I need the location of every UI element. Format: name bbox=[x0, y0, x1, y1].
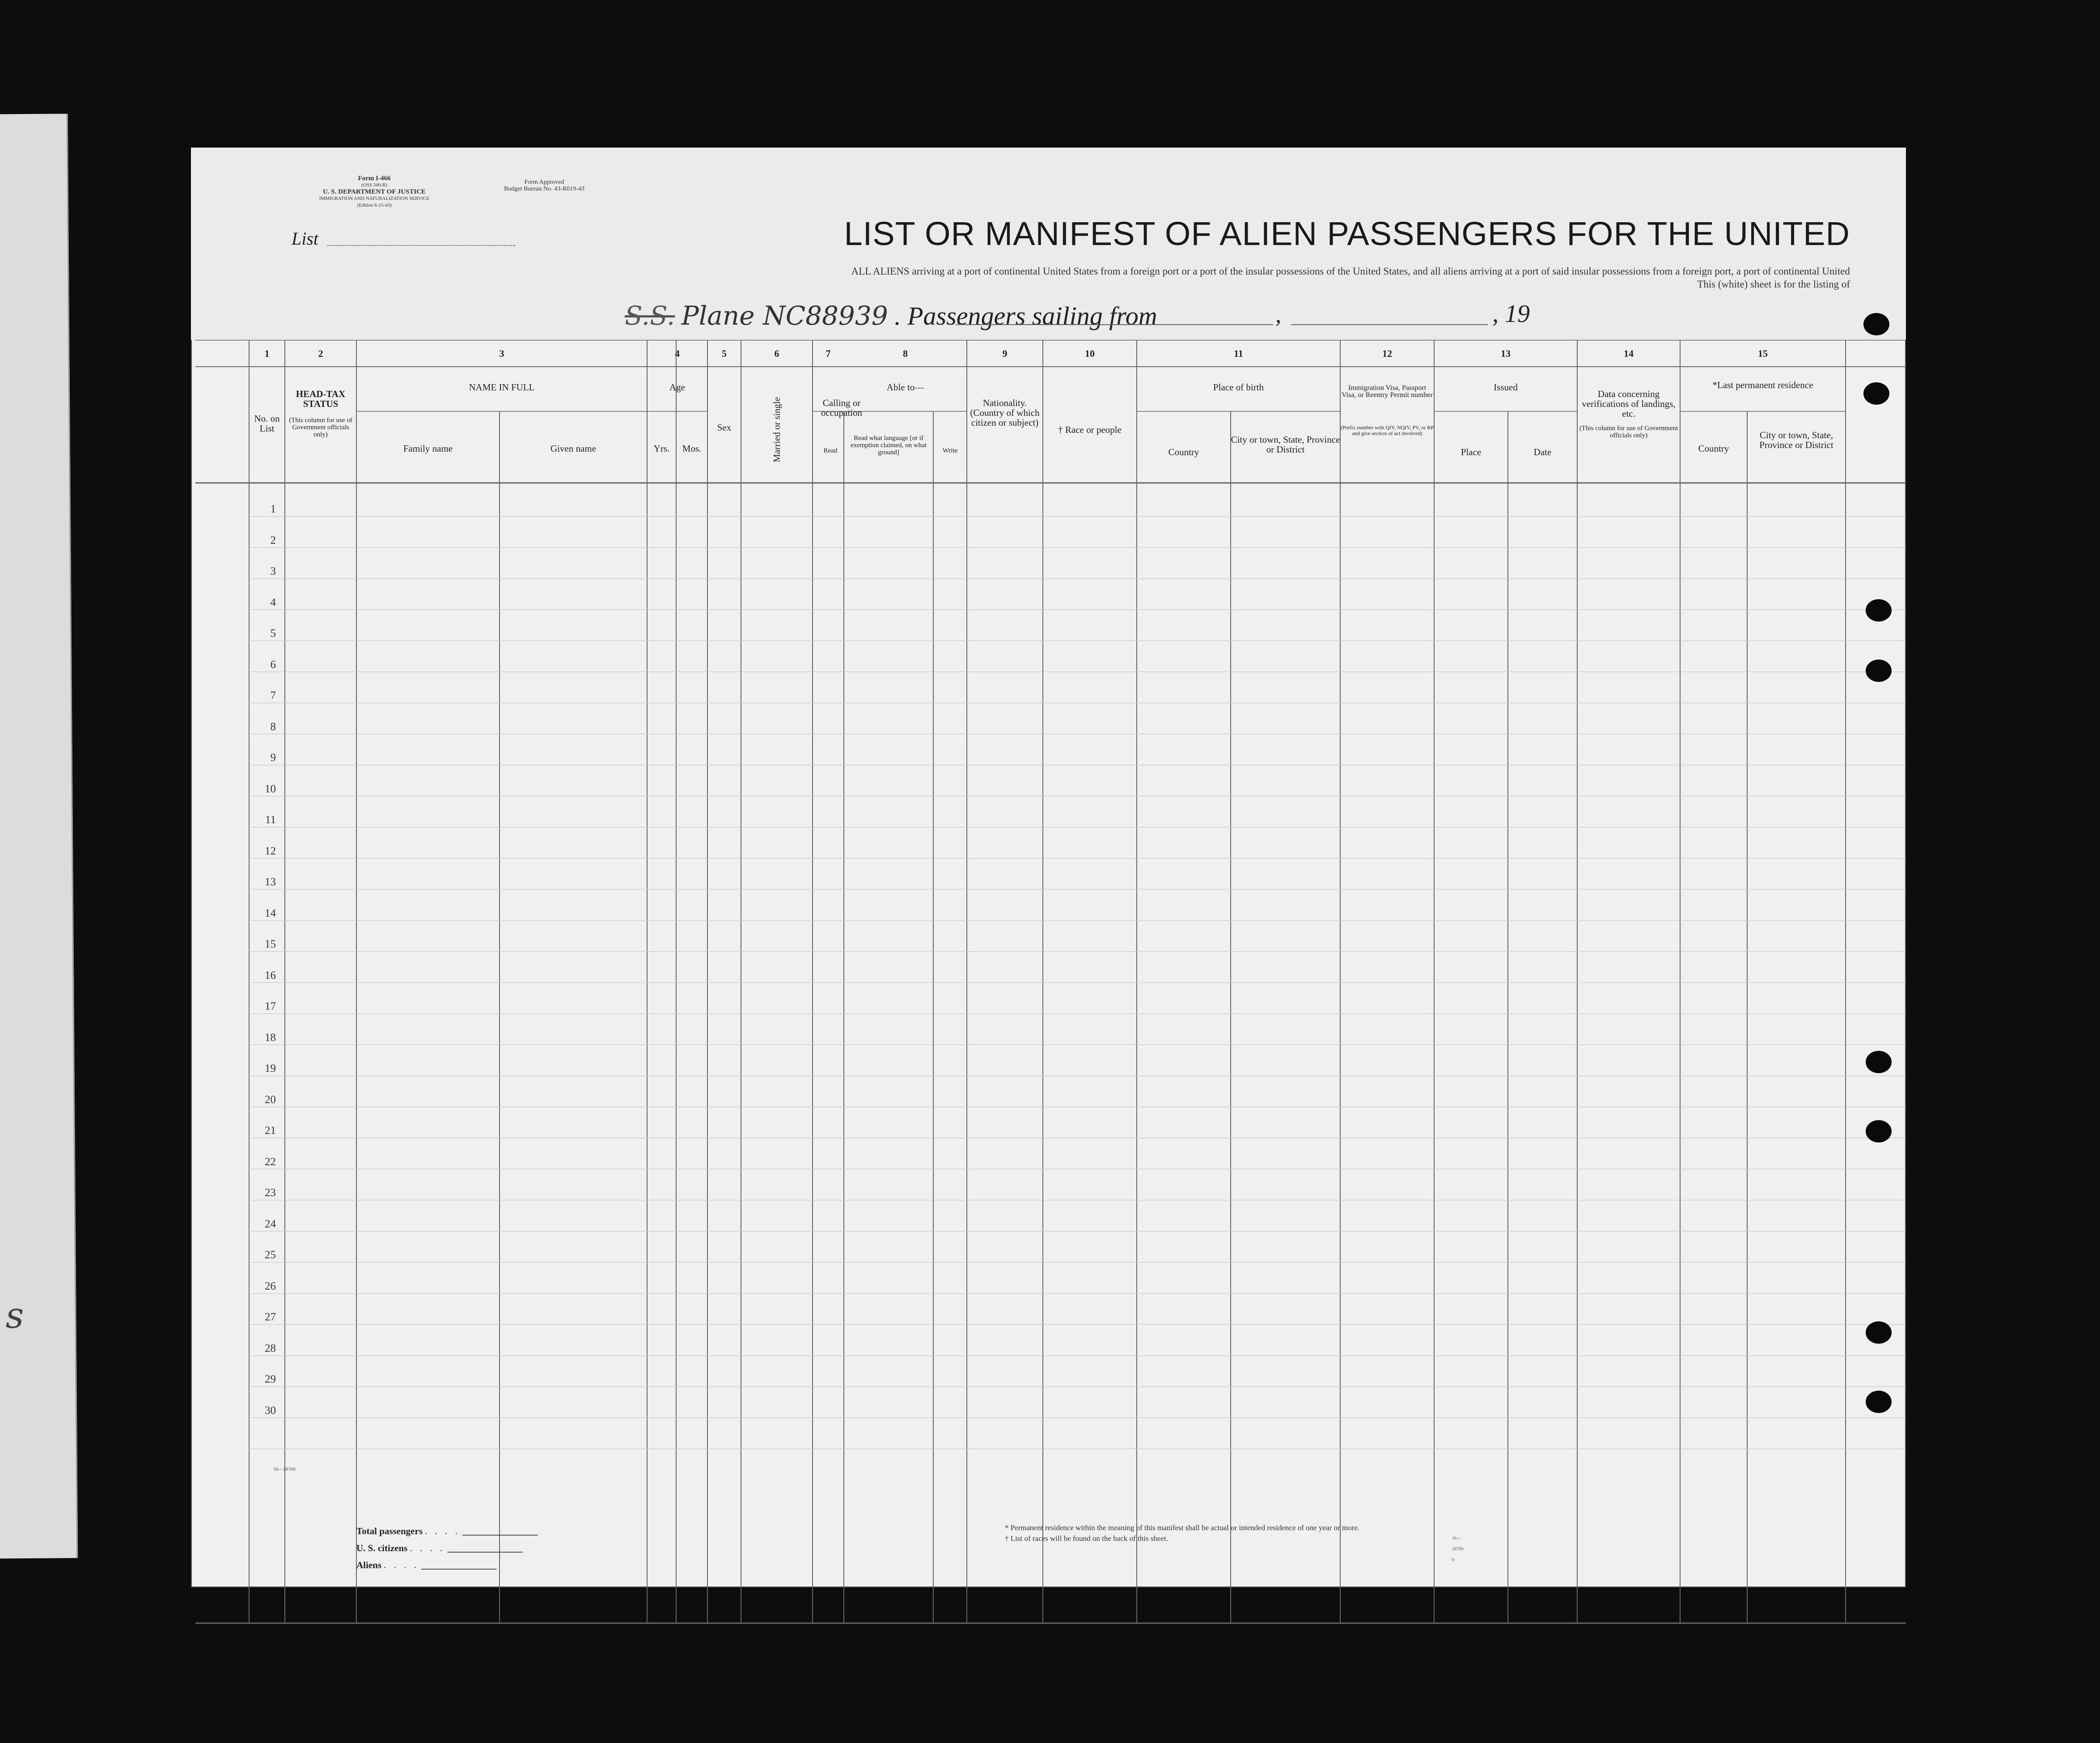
manifest-title: LIST OR MANIFEST OF ALIEN PASSENGERS FOR THE UNITED bbox=[844, 215, 1850, 252]
column-number: 5 bbox=[722, 348, 727, 359]
row-number: 13 bbox=[265, 876, 276, 888]
header-head-tax: HEAD-TAX STATUS bbox=[296, 389, 346, 409]
adjacent-sheet-edge bbox=[0, 114, 78, 1558]
header-birth-country: Country bbox=[1168, 447, 1199, 457]
header-res-country: Country bbox=[1698, 443, 1729, 454]
binder-hole bbox=[1866, 1051, 1892, 1073]
form-approved: Form Approved bbox=[524, 179, 564, 186]
sailing-date-line[interactable] bbox=[1291, 324, 1488, 325]
footnote-races: † List of races will be found on the back of this sheet. bbox=[1005, 1534, 1168, 1543]
adjacent-sheet-mark: s bbox=[5, 1295, 24, 1337]
row-number: 21 bbox=[265, 1125, 276, 1137]
row-number: 23 bbox=[265, 1187, 276, 1199]
header-family-name: Family name bbox=[403, 443, 453, 454]
header-no-on-list: No. on List bbox=[254, 413, 280, 434]
header-write: Write bbox=[942, 447, 958, 454]
header-data-note: (This column for use of Government officials only) bbox=[1579, 425, 1678, 439]
column-number: 12 bbox=[1382, 348, 1392, 359]
print-code: 16—18709 bbox=[273, 1467, 296, 1472]
binder-hole bbox=[1863, 313, 1889, 335]
column-number: 6 bbox=[774, 348, 779, 359]
manifest-header bbox=[191, 148, 1906, 340]
column-number: 10 bbox=[1085, 348, 1095, 359]
row-number: 15 bbox=[265, 938, 276, 950]
list-label: List bbox=[292, 228, 319, 249]
column-number: 15 bbox=[1758, 348, 1768, 359]
row-number: 14 bbox=[265, 907, 276, 919]
footnotes bbox=[1005, 1523, 1465, 1562]
row-number: 27 bbox=[265, 1311, 276, 1323]
header-race: † Race or people bbox=[1058, 424, 1122, 435]
header-able-to: Able to— bbox=[886, 382, 924, 393]
row-number: 8 bbox=[270, 720, 276, 733]
manifest-sheet bbox=[191, 148, 1906, 1587]
form-number: Form I-466 bbox=[358, 175, 391, 182]
row-number: 6 bbox=[270, 658, 276, 671]
header-issued-date: Date bbox=[1533, 447, 1552, 457]
sailing-from-line[interactable] bbox=[956, 324, 1273, 325]
row-number: 17 bbox=[265, 1000, 276, 1012]
header-head-tax-note: (This column for use of Government officials only) bbox=[289, 417, 352, 438]
binder-hole bbox=[1863, 382, 1889, 405]
footnote-residence: * Permanent residence within the meaning of this manifest shall be actual or intended residence of one year or more. bbox=[1005, 1523, 1360, 1532]
header-place-of-birth: Place of birth bbox=[1213, 382, 1264, 393]
header-visa: Immigration Visa, Passport Visa, or Reentry Permit number bbox=[1342, 384, 1433, 399]
header-birth-city: City or town, State, Province or District bbox=[1231, 434, 1340, 455]
total-passengers-label: Total passengers bbox=[356, 1526, 423, 1536]
header-issued: Issued bbox=[1494, 382, 1518, 393]
column-number: 11 bbox=[1234, 348, 1243, 359]
list-number-line[interactable] bbox=[327, 245, 515, 246]
form-identifier bbox=[274, 175, 475, 209]
column-number: 2 bbox=[318, 348, 323, 359]
column-number: 3 bbox=[499, 348, 504, 359]
header-issued-place: Place bbox=[1461, 447, 1482, 457]
header-married-or-single: Married or single bbox=[771, 397, 782, 462]
row-number: 18 bbox=[265, 1031, 276, 1044]
edition: (Edition 6-15-43) bbox=[357, 203, 392, 208]
dots: . . . . bbox=[384, 1560, 419, 1570]
footnote-code: 16—18709-b bbox=[1452, 1536, 1465, 1562]
subtitle-line-2: This (white) sheet is for the listing of bbox=[1697, 279, 1850, 290]
row-number: 3 bbox=[270, 565, 276, 577]
budget-approval bbox=[477, 179, 611, 192]
row-number: 16 bbox=[265, 969, 276, 981]
row-number: 28 bbox=[265, 1342, 276, 1354]
header-data-concerning: Data concerning verifications of landings, etc. bbox=[1582, 389, 1676, 419]
column-number: 7 bbox=[826, 348, 831, 359]
us-citizens-label: U. S. citizens bbox=[356, 1543, 408, 1553]
service: IMMIGRATION AND NATURALIZATION SERVICE bbox=[319, 196, 430, 201]
dots: . . . . bbox=[410, 1543, 445, 1553]
subtitle-line-1: ALL ALIENS arriving at a port of continental United States from a foreign port or a port of the insular possessions of the United States, and all aliens arriving at a port of said insular possessions from a foreign port, a port of continental United bbox=[851, 266, 1850, 277]
header-read: Read bbox=[823, 447, 838, 454]
aliens-row[interactable]: Aliens . . . . ________________ bbox=[356, 1560, 497, 1570]
header-yrs: Yrs. bbox=[653, 443, 670, 454]
row-number: 25 bbox=[265, 1249, 276, 1261]
budget-number: Budget Bureau No. 43-R019-43 bbox=[504, 186, 584, 192]
row-number: 22 bbox=[265, 1155, 276, 1168]
row-number: 5 bbox=[270, 627, 276, 639]
binder-hole bbox=[1866, 599, 1892, 622]
row-number: 4 bbox=[270, 596, 276, 609]
row-number: 20 bbox=[265, 1093, 276, 1106]
manifest-subtitle bbox=[851, 265, 1850, 291]
aliens-label: Aliens bbox=[356, 1560, 382, 1570]
row-number: 11 bbox=[265, 814, 276, 826]
totals-block bbox=[356, 1523, 538, 1574]
header-calling: Calling or occupation bbox=[821, 398, 863, 418]
column-number: 14 bbox=[1624, 348, 1634, 359]
column-number: 9 bbox=[1002, 348, 1008, 359]
ss-label: S.S. bbox=[625, 300, 675, 331]
binder-hole bbox=[1866, 1120, 1892, 1142]
column-number: 8 bbox=[903, 348, 908, 359]
dots: . . . . bbox=[425, 1526, 460, 1536]
form-sub: (OSS 500-B) bbox=[361, 182, 387, 188]
column-number: 4 bbox=[675, 348, 680, 359]
binder-hole bbox=[1866, 660, 1892, 682]
column-number: 1 bbox=[264, 348, 270, 359]
row-number: 2 bbox=[270, 534, 276, 546]
column-number: 13 bbox=[1501, 348, 1511, 359]
header-visa-note: (Prefix number with QIV, NQIV, PV, or RP and give section of act involved) bbox=[1340, 424, 1434, 436]
header-nationality: Nationality. (Country of which citizen or subject) bbox=[970, 398, 1040, 428]
binder-hole bbox=[1866, 1391, 1892, 1413]
row-number: 12 bbox=[265, 845, 276, 857]
row-number: 30 bbox=[265, 1404, 276, 1417]
row-number: 1 bbox=[270, 503, 276, 515]
header-last-residence: *Last permanent residence bbox=[1712, 380, 1813, 390]
header-name-in-full: NAME IN FULL bbox=[469, 382, 535, 393]
row-number: 29 bbox=[265, 1373, 276, 1385]
header-read-what: Read what language [or if exemption claimed, on what ground] bbox=[851, 435, 927, 456]
header-age: Age bbox=[669, 382, 685, 393]
header-mos: Mos. bbox=[682, 443, 702, 454]
row-number: 9 bbox=[270, 752, 276, 764]
sailing-label: Passengers sailing from bbox=[907, 301, 1157, 330]
department: U. S. DEPARTMENT OF JUSTICE bbox=[322, 188, 426, 195]
binder-hole bbox=[1866, 1321, 1892, 1344]
header-given-name: Given name bbox=[550, 443, 597, 454]
row-number: 26 bbox=[265, 1280, 276, 1292]
total-passengers-row[interactable]: Total passengers . . . . ________________ bbox=[356, 1526, 538, 1536]
row-number: 24 bbox=[265, 1218, 276, 1230]
vessel-line: S.S. Plane NC88939 . Passengers sailing from bbox=[625, 300, 1157, 331]
year-prefix: , 19 bbox=[1492, 300, 1530, 328]
comma-separator: , bbox=[1275, 302, 1281, 328]
vessel-name[interactable]: Plane NC88939 bbox=[681, 300, 888, 331]
row-number: 7 bbox=[270, 690, 276, 702]
header-sex: Sex bbox=[717, 422, 732, 433]
manifest-grid bbox=[191, 340, 1906, 1628]
header-res-city: City or town, State, Province or District bbox=[1759, 430, 1833, 450]
row-number: 10 bbox=[265, 783, 276, 795]
us-citizens-row[interactable]: U. S. citizens . . . . ________________ bbox=[356, 1543, 523, 1553]
row-number: 19 bbox=[265, 1062, 276, 1075]
